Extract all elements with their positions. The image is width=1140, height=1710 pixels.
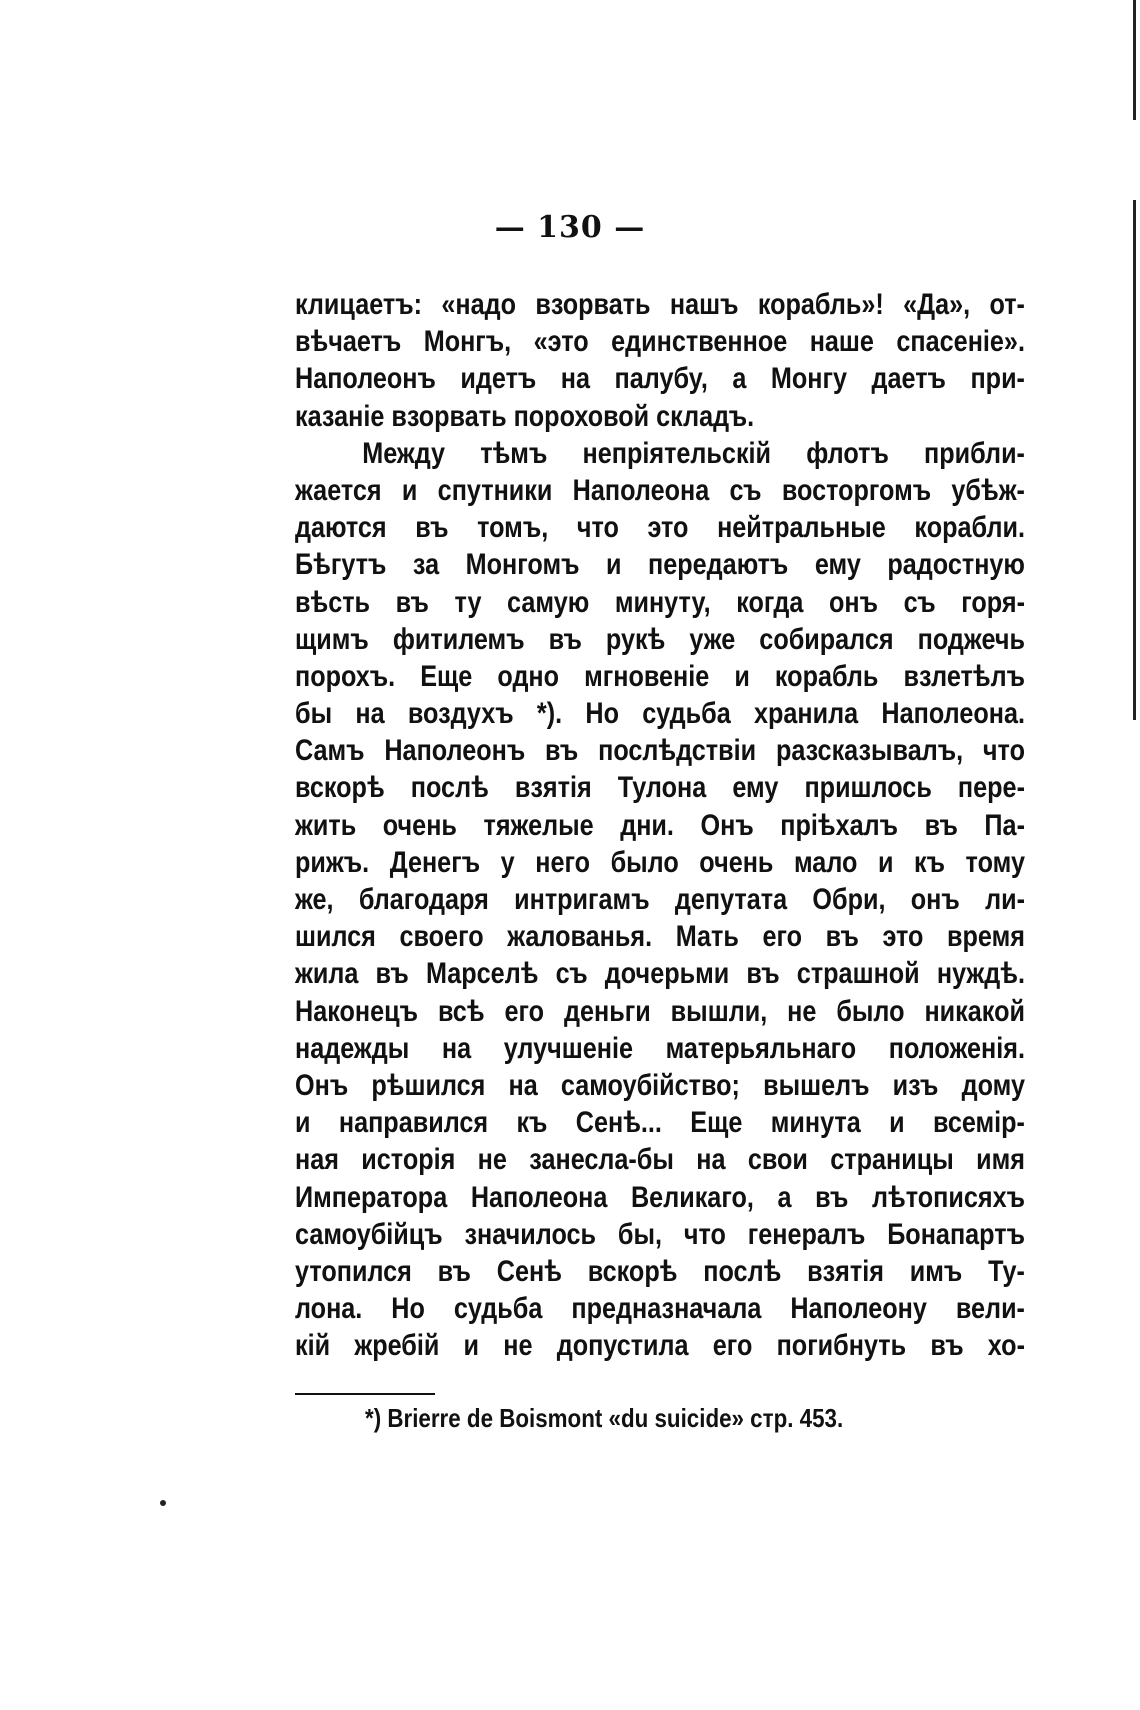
- body-text: [295, 286, 1025, 1364]
- text-line: вѣчаетъ Монгъ, «это единственное наше спасенiе».: [295, 325, 1025, 359]
- footnote-rule: [295, 1393, 435, 1395]
- text-line: Самъ Наполеонъ въ послѣдствiи разсказывалъ, что: [295, 734, 1025, 768]
- page-edge-line: [1133, 200, 1136, 720]
- text-line: жить очень тяжелые дни. Онъ прiѣхалъ въ Па-: [295, 808, 1025, 842]
- text-line: Наполеонъ идетъ на палубу, а Монгу даетъ при-: [295, 362, 1025, 396]
- text-line: лона. Но судьба предназначала Наполеону вели-: [295, 1292, 1025, 1326]
- text-line: Императора Наполеона Великаго, а въ лѣтописяхъ: [295, 1180, 1025, 1214]
- page-number: — 130 —: [494, 210, 646, 245]
- text-line: даются въ томъ, что это нейтральные корабли.: [295, 511, 1025, 545]
- text-line: самоубiйцъ значилось бы, что генералъ Бонапартъ: [295, 1217, 1025, 1251]
- text-line: же, благодаря интригамъ депутата Обри, онъ ли-: [295, 883, 1025, 916]
- footnote: *) Brierre de Boismont «du suicide» стр. 453.: [365, 1403, 844, 1433]
- text-line: жается и спутники Наполеона съ восторгомъ убѣж-: [295, 473, 1025, 507]
- scan-speck: [160, 1500, 166, 1506]
- text-line: щимъ фитилемъ въ рукѣ уже собирался поджечь: [295, 622, 1025, 656]
- text-line: вѣсть въ ту самую минуту, когда онъ съ горя-: [295, 585, 1025, 619]
- text-line: Между тѣмъ непрiятельскiй флотъ прибли-: [362, 436, 1025, 470]
- text-line: надежды на улучшенiе матерьяльнаго положенiя.: [295, 1031, 1025, 1065]
- text-line: бы на воздухъ *). Но судьба хранила Наполеона.: [295, 697, 1025, 731]
- text-line: Онъ рѣшился на самоубiйство; вышелъ изъ дому: [295, 1068, 1025, 1102]
- text-line: клицаетъ: «надо взорвать нашъ корабль»! «Да», от-: [295, 288, 1025, 321]
- text-line: вскорѣ послѣ взятiя Тулона ему пришлось пере-: [295, 771, 1025, 805]
- text-line: Бѣгутъ за Монгомъ и передаютъ ему радостную: [295, 548, 1025, 582]
- text-line: казанiе взорвать пороховой складъ.: [295, 399, 755, 433]
- text-line: кiй жребiй и не допустила его погибнуть въ хо-: [295, 1329, 1025, 1363]
- text-line: и направился къ Сенѣ... Еще минута и всемiр-: [295, 1106, 1025, 1140]
- text-line: утопился въ Сенѣ вскорѣ послѣ взятiя имъ Ту-: [295, 1254, 1025, 1288]
- text-line: Наконецъ всѣ его деньги вышли, не было никакой: [295, 994, 1025, 1028]
- text-line: порохъ. Еще одно мгновенiе и корабль взлетѣлъ: [295, 659, 1025, 693]
- text-line: рижъ. Денегъ у него было очень мало и къ тому: [295, 845, 1025, 879]
- text-line: ная исторiя не занесла-бы на свои страницы имя: [295, 1143, 1025, 1177]
- text-line: жила въ Марселѣ съ дочерьми въ страшной нуждѣ.: [295, 957, 1025, 991]
- page-edge-line: [1133, 0, 1136, 120]
- text-line: шился своего жалованья. Мать его въ это время: [295, 920, 1025, 954]
